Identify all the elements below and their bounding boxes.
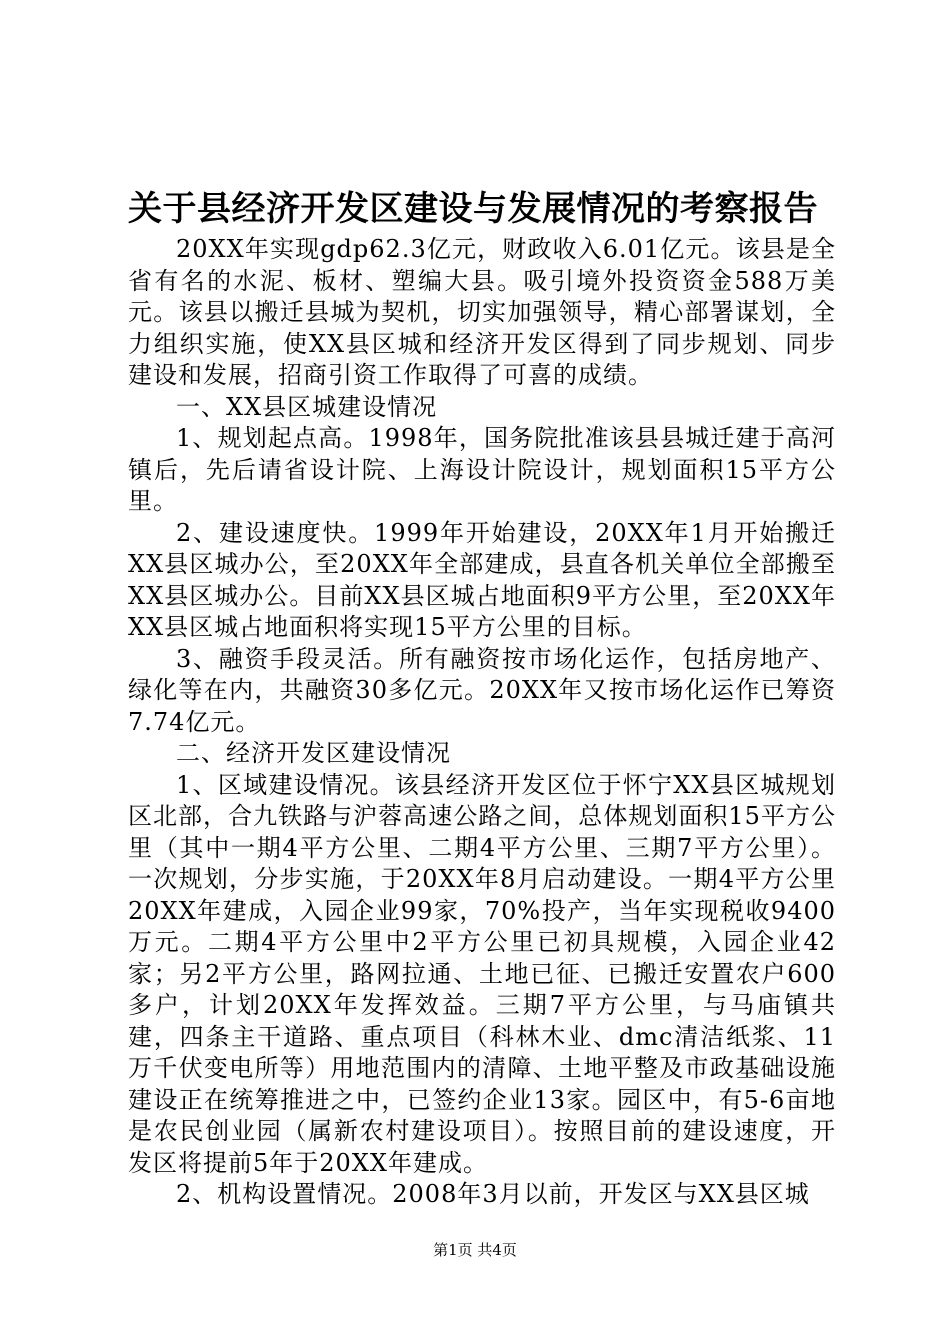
section-heading-1: 一、XX县区城建设情况 xyxy=(176,392,438,421)
paragraph-planning: 1、规划起点高。1998年，国务院批准该县县城迁建于高河镇后，先后请省设计院、上海设计院设计，规划面积15平方公里。 xyxy=(128,424,836,515)
paragraph-organization: 2、机构设置情况。2008年3月以前，开发区与XX县区城 xyxy=(176,1180,810,1208)
section-heading-2: 二、经济开发区建设情况 xyxy=(176,739,451,767)
paragraph-financing: 3、融资手段灵活。所有融资按市场化运作，包括房地产、绿化等在内，共融资30多亿元。20XX年又按市场化运作已筹资7.74亿元。 xyxy=(128,644,836,736)
document-title: 关于县经济开发区建设与发展情况的考察报告 xyxy=(128,189,818,229)
document-body xyxy=(128,234,836,1211)
page-number-footer: 第1页 共4页 xyxy=(433,1241,517,1259)
paragraph-construction-speed: 2、建设速度快。1999年开始建设，20XX年1月开始搬迁XX县区城办公，至20XX年全部建成，县直各机关单位全部搬至XX县区城办公。目前XX县区城占地面积9平方公里，至20XX年XX县区城占地面积将实现15平方公里的目标。 xyxy=(128,518,836,641)
intro-paragraph: 20XX年实现gdp62.3亿元，财政收入6.01亿元。该县是全省有名的水泥、板材、塑编大县。吸引境外投资资金588万美元。该县以搬迁县城为契机，切实加强领导，精心部署谋划，全力组织实施，使XX县区城和经济开发区得到了同步规划、同步建设和发展，招商引资工作取得了可喜的成绩。 xyxy=(128,235,836,389)
paragraph-regional-construction: 1、区域建设情况。该县经济开发区位于怀宁XX县区城规划区北部，合九铁路与沪蓉高速公路之间，总体规划面积15平方公里（其中一期4平方公里、二期4平方公里、三期7平方公里）。一次规划，分步实施，于20XX年8月启动建设。一期4平方公里20XX年建成，入园企业99家，70%投产，当年实现税收9400万元。二期4平方公里中2平方公里已初具规模，入园企业42家；另2平方公里，路网拉通、土地已征、已搬迁安置农户600多户，计划20XX年发挥效益。三期7平方公里，与马庙镇共建，四条主干道路、重点项目（科林木业、dmc清洁纸浆、11万千伏变电所等）用地范围内的清障、土地平整及市政基础设施建设正在统筹推进之中，已签约企业13家。园区中，有5-6亩地是农民创业园（属新农村建设项目）。按照目前的建设速度，开发区将提前5年于20XX年建成。 xyxy=(128,770,836,1177)
